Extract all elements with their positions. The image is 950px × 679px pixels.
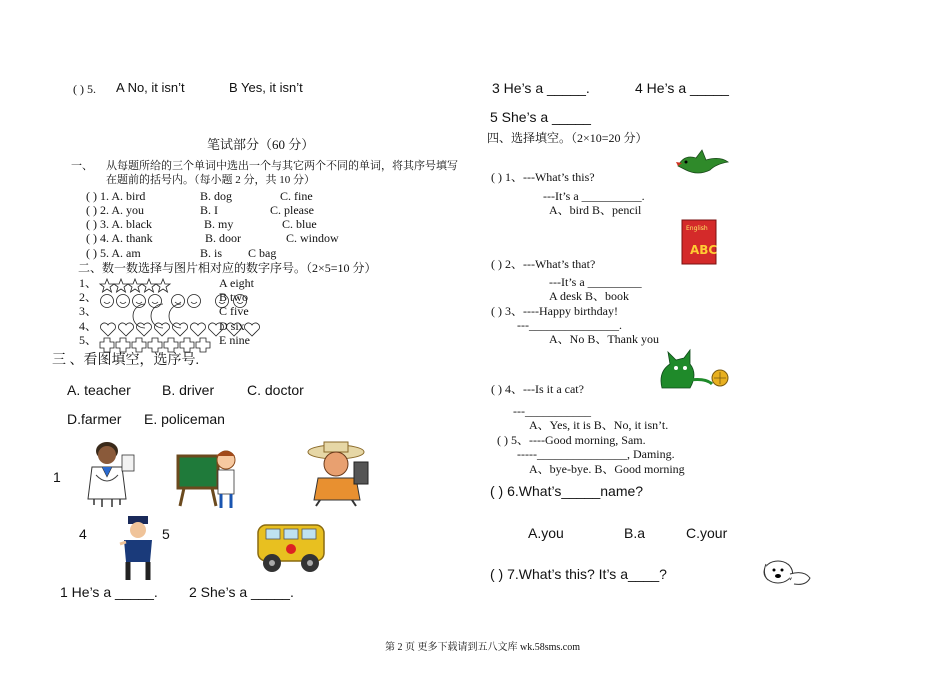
bus-icon bbox=[254, 515, 328, 575]
s4-q6: ( ) 6.What’s_____name? bbox=[490, 483, 644, 499]
book-letters: ABC bbox=[690, 243, 718, 257]
q5-paren: ( ) 5. bbox=[73, 82, 96, 96]
s3-opt-a: A. teacher bbox=[67, 382, 131, 398]
s4-q5-answer: -----_______________, Daming. bbox=[517, 447, 675, 461]
s1-instruction-line1: 从每题所给的三个单词中选出一个与其它两个不同的单词，将其序号填写 bbox=[106, 160, 458, 172]
s4-q4-answer: ---___________ bbox=[513, 404, 591, 418]
q5-option-b: B Yes, it isn’t bbox=[229, 80, 303, 95]
s4-q3-answer: ---_______________. bbox=[517, 318, 622, 332]
s1-row-5-q: ( ) 5. A. am bbox=[86, 246, 141, 260]
teacher-icon bbox=[178, 446, 240, 510]
s4-q5-options: A、bye-bye. B、Good morning bbox=[529, 462, 685, 476]
heart-icon bbox=[100, 323, 262, 337]
q5-option-a: A No, it isn’t bbox=[116, 80, 185, 95]
book-icon bbox=[680, 218, 720, 266]
s1-row-4-q: ( ) 4. A. thank bbox=[86, 231, 153, 245]
star-icon bbox=[100, 279, 170, 293]
s2-opt-c: C five bbox=[219, 304, 249, 318]
s4-q2: ( ) 2、---What’s that? bbox=[491, 257, 596, 271]
s1-row-5-c: C bag bbox=[248, 246, 277, 260]
s1-row-1-c: C. fine bbox=[280, 189, 313, 203]
s3-opt-c: C. doctor bbox=[247, 382, 304, 398]
s1-row-5-b: B. is bbox=[200, 246, 223, 260]
s2-num-1: 1、 bbox=[79, 276, 98, 290]
s1-row-3-b: B. my bbox=[204, 217, 234, 231]
s2-num-3: 3、 bbox=[79, 304, 98, 318]
pic-number-1: 1 bbox=[53, 469, 61, 485]
s4-q6-opt-a: A.you bbox=[528, 525, 564, 541]
pic-number-4: 4 bbox=[79, 526, 87, 542]
s4-q4: ( ) 4、---Is it a cat? bbox=[491, 382, 584, 396]
s4-q2-answer: ---It’s a _________ bbox=[549, 275, 642, 289]
s1-row-3-c: C. blue bbox=[282, 217, 317, 231]
s2-opt-d: D six bbox=[219, 319, 245, 333]
s2-num-2: 2、 bbox=[79, 290, 98, 304]
s4-q1-answer: ---It’s a __________. bbox=[543, 189, 645, 203]
s4-q1: ( ) 1、---What’s this? bbox=[491, 170, 595, 184]
cat-icon bbox=[654, 348, 734, 390]
farmer-icon bbox=[306, 438, 370, 506]
s1-row-1-q: ( ) 1. A. bird bbox=[86, 189, 146, 203]
policeman-icon bbox=[118, 516, 158, 582]
s1-row-2-b: B. I bbox=[200, 203, 218, 217]
s2-title: 二、数一数选择与图片相对应的数字序号。（2×5=10 分） bbox=[78, 261, 377, 275]
s1-row-3-q: ( ) 3. A. black bbox=[86, 217, 152, 231]
s4-q3: ( ) 3、----Happy birthday! bbox=[491, 304, 618, 318]
written-section-title: 笔试部分（60 分） bbox=[207, 137, 315, 152]
s3-opt-b: B. driver bbox=[162, 382, 215, 398]
s1-row-4-c: C. window bbox=[286, 231, 339, 245]
s2-num-4: 4、 bbox=[79, 319, 98, 333]
s1-row-2-q: ( ) 2. A. you bbox=[86, 203, 144, 217]
s1-row-2-c: C. please bbox=[270, 203, 314, 217]
s1-number: 一、 bbox=[71, 160, 93, 172]
s3-title: 三 、看图填空，选序号. bbox=[52, 353, 199, 368]
pic-number-5: 5 bbox=[162, 526, 170, 542]
s4-q6-opt-c: C.your bbox=[686, 525, 728, 541]
s1-row-4-b: B. door bbox=[205, 231, 241, 245]
s4-q4-options: A、Yes, it is B、No, it isn’t. bbox=[529, 418, 669, 432]
blank-1: 1 He’s a _____. bbox=[60, 584, 158, 600]
dog-icon bbox=[760, 556, 814, 588]
bird-icon bbox=[676, 148, 730, 176]
blank-4: 4 He’s a _____ bbox=[635, 80, 729, 96]
s4-q1-options: A、bird B、pencil bbox=[549, 203, 642, 217]
s2-num-5: 5、 bbox=[79, 333, 98, 347]
s1-row-1-b: B. dog bbox=[200, 189, 233, 203]
s2-opt-b: B two bbox=[219, 290, 249, 304]
blank-3: 3 He’s a _____. bbox=[492, 80, 590, 96]
blank-5: 5 She’s a _____ bbox=[490, 109, 591, 125]
doctor-icon bbox=[82, 441, 138, 507]
s4-q3-options: A、No B、Thank you bbox=[549, 332, 659, 346]
s4-q5: ( ) 5、----Good morning, Sam. bbox=[497, 433, 646, 447]
s4-q6-opt-b: B.a bbox=[624, 525, 646, 541]
page-footer: 第 2 页 更多下载请到五八文库 wk.58sms.com bbox=[385, 642, 580, 653]
book-label: English bbox=[686, 225, 708, 232]
s3-opt-d: D.farmer bbox=[67, 411, 122, 427]
cross-icon bbox=[100, 338, 212, 352]
blank-2: 2 She’s a _____. bbox=[189, 584, 294, 600]
s4-q7: ( ) 7.What’s this? It’s a____? bbox=[490, 566, 667, 582]
s2-opt-e: E nine bbox=[219, 333, 250, 347]
s3-opt-e: E. policeman bbox=[144, 411, 225, 427]
s2-opt-a: A eight bbox=[219, 276, 254, 290]
s4-title: 四、选择填空。（2×10=20 分） bbox=[487, 131, 648, 145]
s1-instruction-line2: 在题前的括号内。（每小题 2 分，共 10 分） bbox=[106, 174, 315, 186]
s4-q2-options: A desk B、book bbox=[549, 289, 630, 303]
